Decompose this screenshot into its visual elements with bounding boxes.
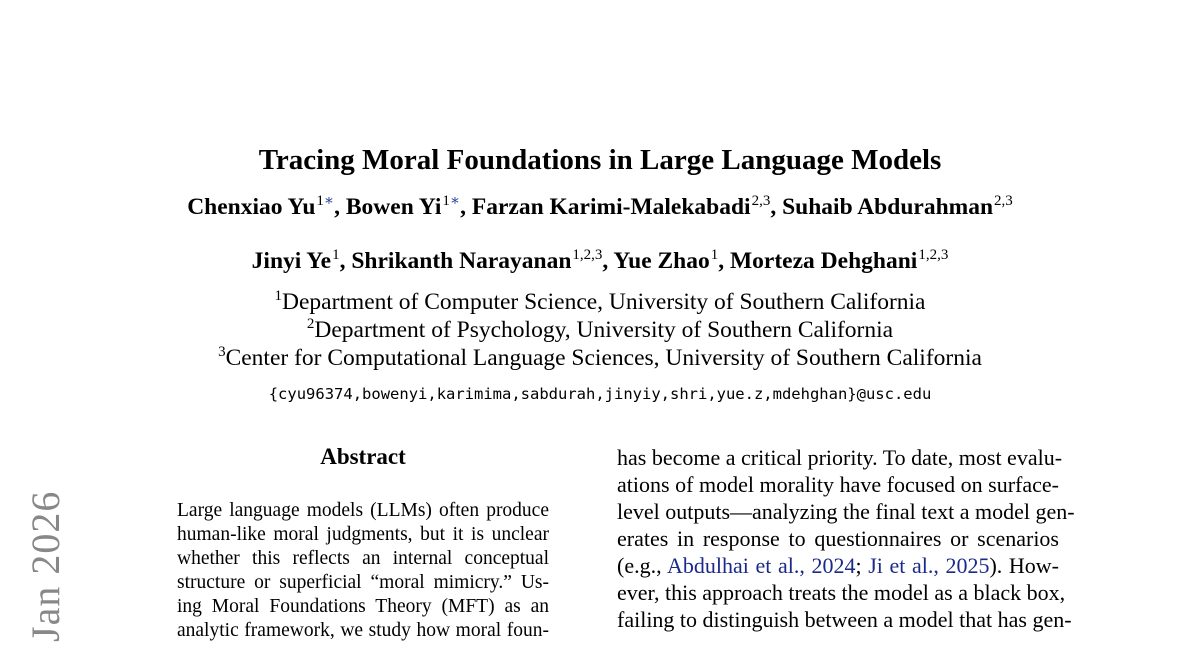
abstract-line: analytic framework, we study how moral foun-	[177, 620, 549, 641]
author-line-2: Jinyi Ye$^1$, Shrikanth Narayanan$^{1,2,3}$, Yue Zhao$^1$, Morteza Dehghani$^{1,2,3}$	[251, 247, 949, 274]
author-line-1: Chenxiao $Yu^{1∗}$, Bowen $Yi^{1∗}$, Farzan Karimi-Malekabadi$^{2,3}$, Suhaib Abdurahman$^{2,3}$	[187, 193, 1013, 220]
author-name: Farzan Karimi-Malekabadi	[471, 194, 751, 220]
body-line: erates in response to questionnaires or scenarios	[617, 526, 1059, 551]
affiliation: $^1$Department of Computer Science, University of Southern California	[274, 288, 926, 315]
affiliation: $^3$Center for Computational Language Sciences, University of Southern California	[218, 344, 982, 371]
body-line: ations of model morality have focused on surface-	[617, 472, 1059, 497]
author-affil-marker: 1∗	[316, 193, 335, 209]
author-name: Jinyi Ye	[251, 248, 332, 274]
abstract-heading: Abstract	[320, 444, 406, 469]
abstract-line: Large language models (LLMs) often produce	[177, 500, 549, 521]
abstract-line: whether this reflects an internal conceptual	[177, 548, 549, 569]
author-affil-marker: 1,2,3	[572, 247, 603, 263]
abstract-line: structure or superficial “moral mimicry.” Us-	[177, 572, 549, 593]
author-name: Morteza Dehghani	[730, 248, 918, 274]
body-line: ever, this approach treats the model as a black box,	[617, 580, 1066, 605]
author-affil-marker: 2,3	[994, 193, 1013, 209]
citation-link[interactable]: Ji et al., 2025	[868, 553, 990, 578]
abstract-body	[177, 499, 549, 643]
author-affil-marker: 2,3	[751, 193, 771, 209]
author-name: Yue Zhao	[613, 248, 710, 274]
paper-title: Tracing Moral Foundations in Large Language Models	[258, 144, 942, 176]
body-line: has become a critical priority. To date, most evalu-	[617, 445, 1063, 470]
author-name: Suhaib Abdurahman	[782, 194, 994, 220]
author-emails: {cyu96374,bowenyi,karimima,sabdurah,jinyiy,shri,yue.z,mdehghan}@usc.edu	[268, 385, 932, 403]
arxiv-sidebar-text: Jan 2026	[23, 490, 68, 642]
abstract-line: ing Moral Foundations Theory (MFT) as an	[177, 596, 549, 617]
author-affil-marker: 1,2,3	[918, 247, 949, 263]
author-name: Shrikanth Narayanan	[351, 248, 572, 274]
citation-link[interactable]: Abdulhai et al., 2024	[667, 553, 856, 578]
body-line: failing to distinguish between a model that has gen-	[617, 607, 1072, 632]
body-column-right	[617, 444, 1075, 633]
body-line: (e.g., Abdulhai et al., 2024; Ji et al., 2025). How-	[617, 553, 1060, 578]
body-line: level outputs—analyzing the final text a model gen-	[617, 499, 1075, 524]
author-name: Bowen Yi	[345, 194, 442, 220]
arxiv-sidebar	[22, 490, 82, 652]
author-affil-marker: 1∗	[442, 193, 461, 209]
affiliation: $^2$Department of Psychology, University of Southern California	[306, 316, 894, 343]
author-affil-marker: 1	[710, 247, 719, 263]
abstract-line: human-like moral judgments, but it is unclear	[177, 524, 549, 545]
author-affil-marker: 1	[332, 247, 340, 263]
author-name: Chenxiao Yu	[187, 194, 316, 220]
